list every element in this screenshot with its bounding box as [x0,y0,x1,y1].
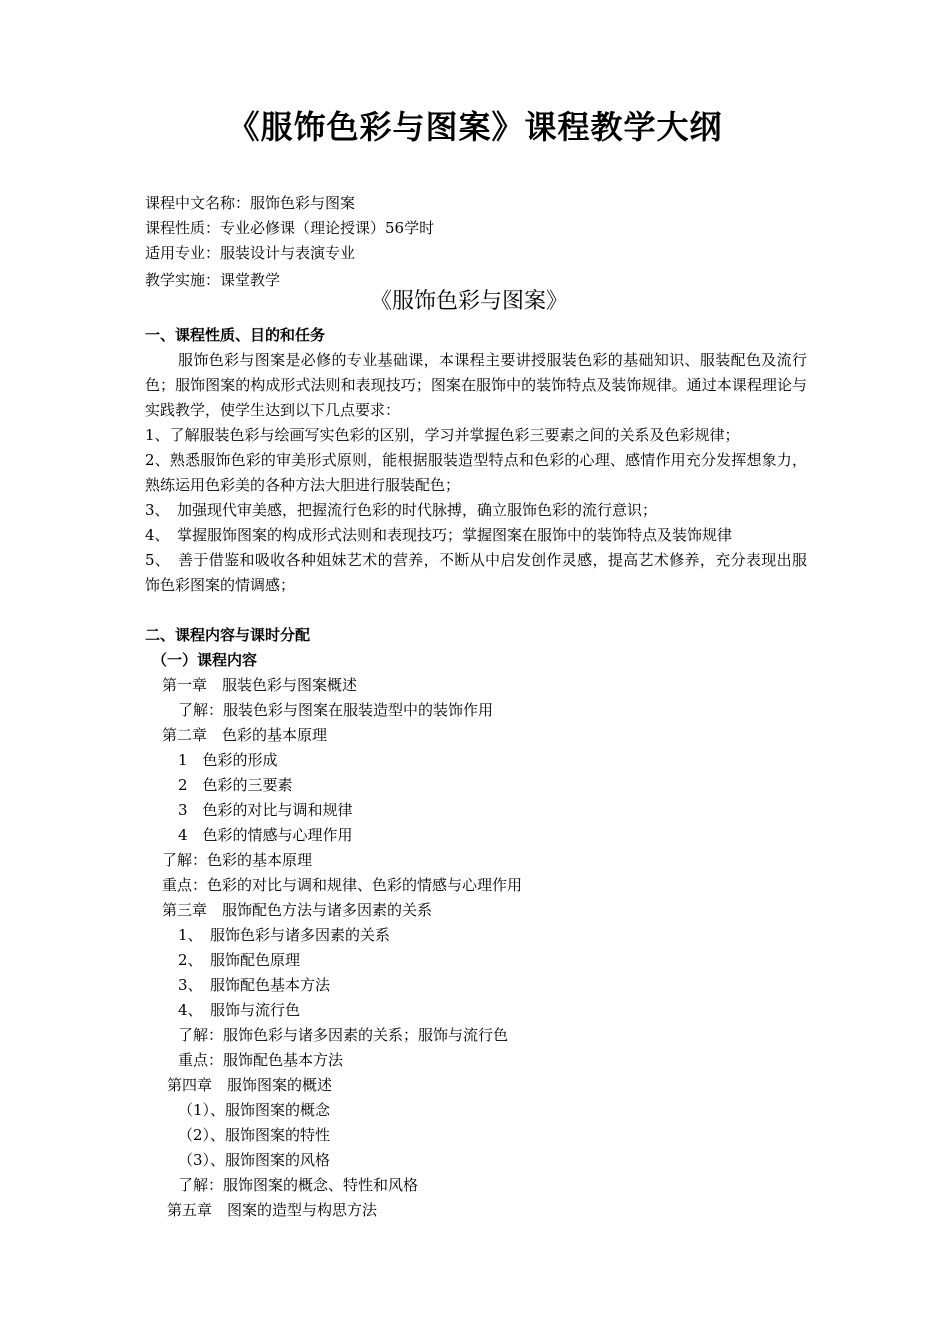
chapter-4-item: （2）、服饰图案的特性 [178,1126,331,1144]
chapter-4: 第四章 服饰图案的概述 [167,1076,333,1094]
meta-course-nature: 课程性质：专业必修课（理论授课）56学时 [145,219,435,237]
chapter-2-learn: 了解：色彩的基本原理 [162,851,313,869]
chapter-3-item: 4、 服饰与流行色 [178,1001,301,1019]
requirement-4: 4、 掌握服饰图案的构成形式法则和表现技巧；掌握图案在服饰中的装饰特点及装饰规律 [145,526,733,544]
chapter-1-learn: 了解：服装色彩与图案在服装造型中的装饰作用 [178,701,494,719]
chapter-2-item: 2 色彩的三要素 [178,776,293,794]
document-title: 《服饰色彩与图案》课程教学大纲 [227,108,723,146]
section2-heading: 二、课程内容与课时分配 [145,626,311,644]
meta-implementation: 教学实施：课堂教学 [145,271,281,289]
chapter-2-item: 1 色彩的形成 [178,751,278,769]
document-subtitle: 《服饰色彩与图案》 [370,289,569,314]
section1-heading: 一、课程性质、目的和任务 [145,326,326,344]
chapter-4-item: （1）、服饰图案的概念 [178,1101,331,1119]
chapter-3-key: 重点：服饰配色基本方法 [178,1051,344,1069]
chapter-3: 第三章 服饰配色方法与诸多因素的关系 [162,901,433,919]
requirement-5: 5、 善于借鉴和吸收各种姐妹艺术的营养，不断从中启发创作灵感，提高艺术修养，充分表现出服饰色彩图案的情调感； [145,551,807,594]
requirement-1: 1、了解服装色彩与绘画写实色彩的区别，学习并掌握色彩三要素之间的关系及色彩规律； [145,426,740,444]
chapter-2: 第二章 色彩的基本原理 [162,726,328,744]
requirement-2: 2、熟悉服饰色彩的审美形式原则，能根据服装造型特点和色彩的心理、感情作用充分发挥想象力，熟练运用色彩美的各种方法大胆进行服装配色； [145,451,807,494]
chapter-2-key: 重点：色彩的对比与调和规律、色彩的情感与心理作用 [162,876,523,894]
chapter-3-item: 3、 服饰配色基本方法 [178,976,331,994]
meta-major: 适用专业：服装设计与表演专业 [145,244,356,262]
chapter-2-item: 3 色彩的对比与调和规律 [178,801,353,819]
chapter-3-learn: 了解：服饰色彩与诸多因素的关系；服饰与流行色 [178,1026,509,1044]
chapter-4-item: （3）、服饰图案的风格 [178,1151,331,1169]
chapter-4-learn: 了解：服饰图案的概念、特性和风格 [178,1176,419,1194]
meta-course-name: 课程中文名称：服饰色彩与图案 [145,194,356,212]
section2-subheading: （一）课程内容 [152,651,258,669]
chapter-2-item: 4 色彩的情感与心理作用 [178,826,353,844]
chapter-3-item: 2、 服饰配色原理 [178,951,301,969]
section1-intro: 服饰色彩与图案是必修的专业基础课，本课程主要讲授服装色彩的基础知识、服装配色及流行色；服饰图案的构成形式法则和表现技巧；图案在服饰中的装饰特点及装饰规律。通过本课程理论与实践教学，使学生达到以下几点要求： [145,351,807,419]
chapter-1: 第一章 服装色彩与图案概述 [162,676,358,694]
chapter-3-item: 1、 服饰色彩与诸多因素的关系 [178,926,391,944]
requirement-3: 3、 加强现代审美感，把握流行色彩的时代脉搏，确立服饰色彩的流行意识； [145,501,658,519]
chapter-5: 第五章 图案的造型与构思方法 [167,1201,378,1219]
